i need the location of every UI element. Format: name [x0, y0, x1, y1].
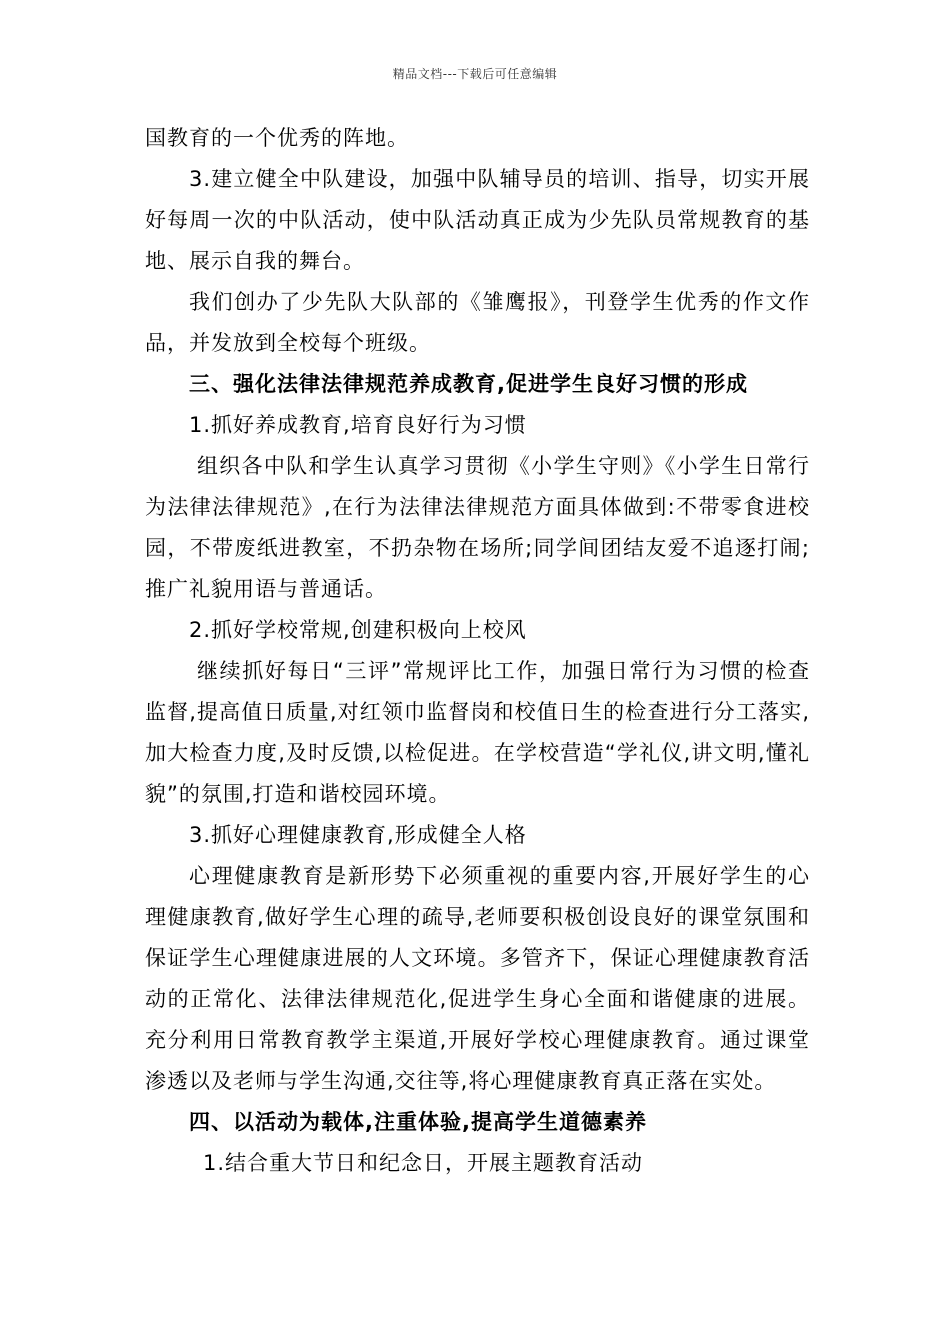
- section-heading: 四、以活动为载体,注重体验,提高学生道德素养: [189, 1110, 647, 1134]
- paragraph: 继续抓好每日“三评”常规评比工作，加强日常行为习惯的检查监督,提高值日质量,对红领巾监督岗和校值日生的检查进行分工落实,加大检查力度,及时反馈,以检促进。在学校营造“学礼仪,讲文明,懂礼貌”的氛围,打造和谐校园环境。: [145, 659, 810, 806]
- section-heading: 三、强化法律法律规范养成教育,促进学生良好习惯的形成: [189, 372, 748, 396]
- paragraph: 心理健康教育是新形势下必须重视的重要内容,开展好学生的心理健康教育,做好学生心理的疏导,老师要积极创设良好的课堂氛围和保证学生心理健康进展的人文环境。多管齐下，保证心理健康教育活动的正常化、法律法律规范化,促进学生身心全面和谐健康的进展。充分利用日常教育教学主渠道,开展好学校心理健康教育。通过课堂渗透以及老师与学生沟通,交往等,将心理健康教育真正落在实处。: [145, 864, 810, 1093]
- paragraph: 组织各中队和学生认真学习贯彻《小学生守则》《小学生日常行为法律法律规范》,在行为法律法律规范方面具体做到:不带零食进校园，不带废纸进教室，不扔杂物在场所;同学间团结友爱不追逐打闹;推广礼貌用语与普通话。: [145, 454, 810, 601]
- subheading: 2.抓好学校常规,创建积极向上校风: [189, 618, 527, 642]
- subheading: 1.结合重大节日和纪念日，开展主题教育活动: [203, 1151, 644, 1175]
- subheading: 3.抓好心理健康教育,形成健全人格: [189, 823, 527, 847]
- header-note: 精品文档---下载后可任意编辑: [392, 67, 558, 81]
- paragraph: 3.建立健全中队建设，加强中队辅导员的培训、指导，切实开展好每周一次的中队活动，使中队活动真正成为少先队员常规教育的基地、展示自我的舞台。: [145, 167, 810, 273]
- paragraph: 国教育的一个优秀的阵地。: [145, 126, 409, 150]
- document-body: [145, 118, 810, 1184]
- paragraph: 我们创办了少先队大队部的《雏鹰报》，刊登学生优秀的作文作品，并发放到全校每个班级。: [145, 290, 810, 355]
- subheading: 1.抓好养成教育,培育良好行为习惯: [189, 413, 527, 437]
